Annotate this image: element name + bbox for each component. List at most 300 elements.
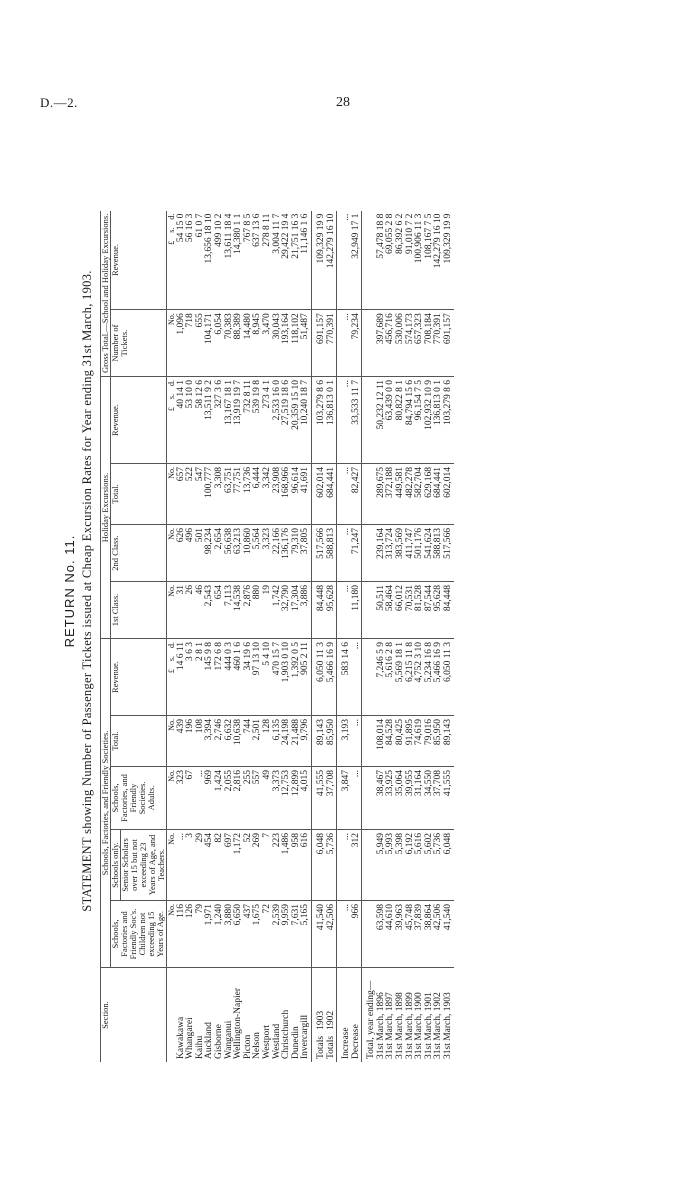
cell: 87,544 bbox=[425, 582, 435, 639]
cell: 13,511 9 2 bbox=[205, 377, 215, 464]
cell: 103,279 8 6 bbox=[444, 377, 454, 464]
cell: 629,168 bbox=[425, 464, 435, 525]
row-label: Picton bbox=[242, 1034, 253, 1059]
cell: 46 bbox=[196, 582, 206, 639]
cell: 3,342 bbox=[263, 464, 273, 525]
cell: 53 10 0 bbox=[186, 377, 196, 464]
history-row bbox=[444, 211, 454, 1062]
cell: 10,638 bbox=[234, 716, 244, 767]
cell: 32,949 17 1 bbox=[352, 211, 362, 310]
unit-no: No. bbox=[167, 830, 177, 901]
cell: 172 6 8 bbox=[215, 639, 225, 716]
row-label: Gisborne bbox=[213, 1024, 224, 1059]
cell: 142,279 16 10 bbox=[327, 211, 337, 310]
cell: 57,478 18 8 bbox=[377, 211, 387, 310]
totals-row bbox=[327, 211, 337, 1062]
unit-pounds: £ bbox=[167, 407, 176, 412]
cell: 905 2 11 bbox=[301, 639, 311, 716]
row-label: 31st March, 1898 bbox=[395, 992, 406, 1059]
cell: 3,373 bbox=[273, 767, 283, 830]
unit-pounds: £ bbox=[167, 669, 176, 674]
cell: 37,708 bbox=[327, 767, 337, 830]
cell: 958 bbox=[292, 830, 302, 901]
unit-no: No. bbox=[167, 464, 177, 525]
cell: 136,813 0 1 bbox=[434, 377, 444, 464]
col-holiday-total: Total. bbox=[111, 464, 167, 525]
cell: ... bbox=[342, 525, 352, 582]
unit-no: No. bbox=[167, 716, 177, 767]
cell: ... bbox=[342, 211, 352, 310]
cell: 9,796 bbox=[301, 716, 311, 767]
cell: 38,467 bbox=[377, 767, 387, 830]
row-label: Nelson bbox=[252, 1032, 263, 1059]
cell: 35,064 bbox=[396, 767, 406, 830]
cell: 6,650 bbox=[234, 901, 244, 968]
unit-pounds: £ bbox=[167, 240, 176, 245]
cell: 966 bbox=[352, 901, 362, 968]
cell: 5,234 16 8 bbox=[425, 639, 435, 716]
cell: 602,014 bbox=[317, 464, 327, 525]
cell: 691,157 bbox=[444, 310, 454, 377]
cell: 50,232 12 11 bbox=[377, 377, 387, 464]
cell: 32,790 bbox=[282, 582, 292, 639]
row-label: 31st March, 1899 bbox=[404, 992, 415, 1059]
cell: 79 bbox=[196, 901, 206, 968]
cell: 4,015 bbox=[301, 767, 311, 830]
cell: 100,777 bbox=[205, 464, 215, 525]
col-gross-revenue: Revenue. bbox=[111, 211, 167, 310]
cell: 6,135 bbox=[273, 716, 283, 767]
cell: 588,813 bbox=[434, 525, 444, 582]
cell: 6,048 bbox=[317, 830, 327, 901]
row-label: Invercargill bbox=[300, 1014, 311, 1059]
cell: 96,614 bbox=[292, 464, 302, 525]
cell: 21,751 16 3 bbox=[292, 211, 302, 310]
cell: 145 9 8 bbox=[205, 639, 215, 716]
totals-year: 1902 bbox=[325, 1010, 336, 1030]
cell: ... bbox=[177, 830, 187, 901]
cell: 517,566 bbox=[444, 525, 454, 582]
cell: 103,279 8 6 bbox=[317, 377, 327, 464]
cell: 70,383 bbox=[225, 310, 235, 377]
cell: 5,466 16 9 bbox=[327, 639, 337, 716]
cell: 91,010 7 2 bbox=[406, 211, 416, 310]
col-first-class: 1st Class. bbox=[111, 582, 167, 639]
cell: 34 19 6 bbox=[244, 639, 254, 716]
cell: 11,146 1 6 bbox=[301, 211, 311, 310]
table-row bbox=[301, 211, 311, 1062]
row-label: Westland bbox=[271, 1023, 282, 1059]
cell: 81,528 bbox=[415, 582, 425, 639]
group-holiday: Holiday Excursions. bbox=[101, 377, 111, 639]
row-label: Christchurch bbox=[281, 1009, 292, 1059]
unit-row bbox=[167, 211, 177, 1062]
cell: 1,240 bbox=[215, 901, 225, 968]
unit-pence: d. bbox=[167, 380, 176, 386]
cell: 70,531 bbox=[406, 582, 416, 639]
cell: 588,813 bbox=[327, 525, 337, 582]
cell: 85,950 bbox=[327, 716, 337, 767]
cell: 1,096 bbox=[177, 310, 187, 377]
cell: 6,048 bbox=[444, 830, 454, 901]
cell: 41,540 bbox=[317, 901, 327, 968]
col-holiday-revenue: Revenue. bbox=[111, 377, 167, 464]
row-label: Kawakawa bbox=[175, 1016, 186, 1059]
cell: 437 bbox=[244, 901, 254, 968]
cell: 522 bbox=[186, 464, 196, 525]
group-gross: Gross Total.—School and Holiday Excursions. bbox=[101, 211, 111, 377]
cell: 14,380 1 1 bbox=[234, 211, 244, 310]
cell: 40 14 1 bbox=[177, 377, 187, 464]
cell: 501 bbox=[196, 525, 206, 582]
cell: 6,050 11 3 bbox=[444, 639, 454, 716]
totals-label: Totals bbox=[325, 1035, 336, 1059]
cell: 33,925 bbox=[386, 767, 396, 830]
row-label: Wellington-Napier bbox=[233, 988, 244, 1059]
cell: 460 1 6 bbox=[234, 639, 244, 716]
cell: 29,422 19 4 bbox=[282, 211, 292, 310]
cell: 327 3 6 bbox=[215, 377, 225, 464]
cell: 2,539 bbox=[273, 901, 283, 968]
cell: 3,470 bbox=[263, 310, 273, 377]
cell: 84,794 15 6 bbox=[406, 377, 416, 464]
cell: 3 bbox=[186, 830, 196, 901]
cell: 14,538 bbox=[234, 582, 244, 639]
unit-no: No. bbox=[167, 767, 177, 830]
cell: 11,180 bbox=[352, 582, 362, 639]
cell: 34,550 bbox=[425, 767, 435, 830]
cell: 770,391 bbox=[434, 310, 444, 377]
cell: 470 15 7 bbox=[273, 639, 283, 716]
cell: 63,598 bbox=[377, 901, 387, 968]
cell: 657,323 bbox=[415, 310, 425, 377]
cell: 30,043 bbox=[273, 310, 283, 377]
cell: 411,747 bbox=[406, 525, 416, 582]
cell: 67 bbox=[186, 767, 196, 830]
cell: ... bbox=[342, 582, 352, 639]
cell: 969 bbox=[205, 767, 215, 830]
cell: ... bbox=[342, 377, 352, 464]
cell: 42,506 bbox=[434, 901, 444, 968]
cell: 102,932 10 9 bbox=[425, 377, 435, 464]
cell: 3,886 bbox=[301, 582, 311, 639]
row-label: 31st March, 1897 bbox=[385, 992, 396, 1059]
cell: 12,753 bbox=[282, 767, 292, 830]
cell: 1,486 bbox=[282, 830, 292, 901]
cell: 10,240 18 7 bbox=[301, 377, 311, 464]
row-label: 31st March, 1900 bbox=[414, 992, 425, 1059]
cell: 79,310 bbox=[292, 525, 302, 582]
cell: 7,113 bbox=[225, 582, 235, 639]
cell: 116 bbox=[177, 901, 187, 968]
cell: 657 bbox=[177, 464, 187, 525]
cell: 767 8 5 bbox=[244, 211, 254, 310]
table-body bbox=[167, 211, 454, 1062]
cell: 136,813 0 1 bbox=[327, 377, 337, 464]
cell: 3,308 bbox=[215, 464, 225, 525]
cell: 1,424 bbox=[215, 767, 225, 830]
cell: 79,016 bbox=[425, 716, 435, 767]
row-label: Westport bbox=[261, 1024, 272, 1059]
cell: 1,172 bbox=[234, 830, 244, 901]
cell: 37,839 bbox=[415, 901, 425, 968]
col-tickets: Number of Tickets. bbox=[111, 310, 167, 377]
table-row bbox=[244, 211, 254, 1062]
cell: 3,323 bbox=[263, 525, 273, 582]
cell: 13,656 18 10 bbox=[205, 211, 215, 310]
cell: 239,164 bbox=[377, 525, 387, 582]
cell: 5,736 bbox=[434, 830, 444, 901]
cell: 193,164 bbox=[282, 310, 292, 377]
cell: 255 bbox=[244, 767, 254, 830]
cell: ... bbox=[196, 767, 206, 830]
row-label: 31st March, 1901 bbox=[423, 992, 434, 1059]
cell: 1,675 bbox=[253, 901, 263, 968]
cell: 269 bbox=[253, 830, 263, 901]
cell: 24,198 bbox=[282, 716, 292, 767]
cell: 2,654 bbox=[215, 525, 225, 582]
unit-no: No. bbox=[167, 525, 177, 582]
cell: 454 bbox=[205, 830, 215, 901]
col-children: Schools, Factories and Friendly Soc's. Children not exceeding 15 Years of Age. bbox=[111, 901, 167, 968]
cell: 2,501 bbox=[253, 716, 263, 767]
cell: 41,555 bbox=[317, 767, 327, 830]
cell: 85,950 bbox=[434, 716, 444, 767]
cell: 691,157 bbox=[317, 310, 327, 377]
cell: 37,708 bbox=[434, 767, 444, 830]
row-label bbox=[327, 968, 337, 1063]
history-label: Total, year ending— bbox=[366, 980, 377, 1059]
cell: 312 bbox=[352, 830, 362, 901]
col-adults: Schools, Factories, and Friendly Societies. Adults. bbox=[111, 767, 167, 830]
cell: 126 bbox=[186, 901, 196, 968]
cell: 547 bbox=[196, 464, 206, 525]
cell: 58 12 6 bbox=[196, 377, 206, 464]
cell: 52 bbox=[244, 830, 254, 901]
unit-pence: d. bbox=[167, 642, 176, 648]
cell: 6,192 bbox=[406, 830, 416, 901]
cell: 63,439 0 0 bbox=[386, 377, 396, 464]
unit-shillings: s. bbox=[167, 227, 176, 233]
cell: 583 14 6 bbox=[342, 639, 352, 716]
cell: 530,006 bbox=[396, 310, 406, 377]
cell: 6,050 11 3 bbox=[317, 639, 327, 716]
cell: 6,215 11 8 bbox=[406, 639, 416, 716]
return-number: RETURN No. 11. bbox=[62, 534, 77, 648]
col-seniors: Senior Scholars over 15 but not exceeding 23 Years of Age, and Teachers. bbox=[121, 830, 167, 901]
cell: 5,736 bbox=[327, 830, 337, 901]
cell: 654 bbox=[215, 582, 225, 639]
cell: 39,955 bbox=[406, 767, 416, 830]
cell: ... bbox=[342, 901, 352, 968]
cell: 289,675 bbox=[377, 464, 387, 525]
cell: ... bbox=[342, 830, 352, 901]
cell: 602,014 bbox=[444, 464, 454, 525]
cell: 6,444 bbox=[253, 464, 263, 525]
statement-table bbox=[100, 211, 454, 1062]
cell: 168,966 bbox=[282, 464, 292, 525]
unit-shillings: s. bbox=[167, 656, 176, 662]
cell: 39,963 bbox=[396, 901, 406, 968]
table-row bbox=[205, 211, 215, 1062]
cell: 383,569 bbox=[396, 525, 406, 582]
cell: 42,506 bbox=[327, 901, 337, 968]
cell: 69,055 2 8 bbox=[386, 211, 396, 310]
cell: 79,234 bbox=[352, 310, 362, 377]
cell: 718 bbox=[186, 310, 196, 377]
cell: 33,533 11 7 bbox=[352, 377, 362, 464]
cell: 13,167 18 1 bbox=[225, 377, 235, 464]
row-label: 31st March, 1902 bbox=[433, 992, 444, 1059]
cell: 517,566 bbox=[317, 525, 327, 582]
cell: 2,533 16 0 bbox=[273, 377, 283, 464]
cell: 5,949 bbox=[377, 830, 387, 901]
cell: 7,631 bbox=[292, 901, 302, 968]
unit-no: No. bbox=[167, 582, 177, 639]
cell: 3,880 bbox=[225, 901, 235, 968]
group-schools: Schools, Factories, and Friendly Societies. bbox=[101, 639, 111, 968]
cell: 5,466 16 9 bbox=[434, 639, 444, 716]
cell: 96,154 7 5 bbox=[415, 377, 425, 464]
cell: 223 bbox=[273, 830, 283, 901]
row-label: Auckland bbox=[204, 1022, 215, 1059]
cell: 49 bbox=[263, 767, 273, 830]
cell: 66,012 bbox=[396, 582, 406, 639]
cell: 2,543 bbox=[205, 582, 215, 639]
cell: 31,164 bbox=[415, 767, 425, 830]
cell: 21,488 bbox=[292, 716, 302, 767]
cell: 74,619 bbox=[415, 716, 425, 767]
cell: 5,602 bbox=[425, 830, 435, 901]
cell: 109,329 19 9 bbox=[317, 211, 327, 310]
row-label: Decrease bbox=[350, 1024, 361, 1059]
table-row bbox=[186, 211, 196, 1062]
row-label: Increase bbox=[341, 1027, 352, 1059]
cell: 557 bbox=[253, 767, 263, 830]
cell: 5,569 18 1 bbox=[396, 639, 406, 716]
row-label: Wanganui bbox=[223, 1020, 234, 1059]
cell: 397,689 bbox=[377, 310, 387, 377]
cell: 37,805 bbox=[301, 525, 311, 582]
cell: 136,176 bbox=[282, 525, 292, 582]
cell: 2 8 1 bbox=[196, 639, 206, 716]
cell: 51,487 bbox=[301, 310, 311, 377]
cell: 41,691 bbox=[301, 464, 311, 525]
cell: 2,055 bbox=[225, 767, 235, 830]
cell: 9,959 bbox=[282, 901, 292, 968]
cell: 3,004 11 7 bbox=[273, 211, 283, 310]
cell: 61 0 7 bbox=[196, 211, 206, 310]
cell: 14 6 11 bbox=[177, 639, 187, 716]
totals-label: Totals bbox=[315, 1035, 326, 1059]
cell: 20,359 15 10 bbox=[292, 377, 302, 464]
cell: 372,188 bbox=[386, 464, 396, 525]
cell: 89,143 bbox=[444, 716, 454, 767]
cell: 13,736 bbox=[244, 464, 254, 525]
cell: 6,632 bbox=[225, 716, 235, 767]
row-label: Dunedin bbox=[290, 1026, 301, 1059]
cell: 1,903 0 10 bbox=[282, 639, 292, 716]
col-section: Section. bbox=[101, 968, 167, 1063]
cell: 95,628 bbox=[327, 582, 337, 639]
cell: 655 bbox=[196, 310, 206, 377]
cell: 38,864 bbox=[425, 901, 435, 968]
cell: 91,895 bbox=[406, 716, 416, 767]
col-total: Total. bbox=[111, 716, 167, 767]
cell: 3 6 3 bbox=[186, 639, 196, 716]
cell: 56,638 bbox=[225, 525, 235, 582]
cell: 499 10 2 bbox=[215, 211, 225, 310]
page-number: 28 bbox=[336, 95, 350, 110]
cell: 97 13 10 bbox=[253, 639, 263, 716]
cell: 539 19 8 bbox=[253, 377, 263, 464]
col-schools-only: Schools only. bbox=[111, 830, 121, 901]
cell: ... bbox=[352, 639, 362, 716]
cell: 3,847 bbox=[342, 767, 352, 830]
cell: 697 bbox=[225, 830, 235, 901]
cell: 31 bbox=[177, 582, 187, 639]
cell: 77,751 bbox=[234, 464, 244, 525]
cell: 56 16 3 bbox=[186, 211, 196, 310]
cell: 1,392 0 5 bbox=[292, 639, 302, 716]
cell: 273 4 1 bbox=[263, 377, 273, 464]
cell: 5,616 2 8 bbox=[386, 639, 396, 716]
cell: 84,528 bbox=[386, 716, 396, 767]
cell: ... bbox=[352, 716, 362, 767]
unit-shillings: s. bbox=[167, 394, 176, 400]
cell: 1,971 bbox=[205, 901, 215, 968]
cell: 14,480 bbox=[244, 310, 254, 377]
cell: ... bbox=[352, 767, 362, 830]
cell: 637 13 6 bbox=[253, 211, 263, 310]
cell: 118,102 bbox=[292, 310, 302, 377]
cell: 19 bbox=[263, 582, 273, 639]
cell: 196 bbox=[186, 716, 196, 767]
cell: 5 4 10 bbox=[263, 639, 273, 716]
cell: 72 bbox=[263, 901, 273, 968]
cell: 4,752 3 10 bbox=[415, 639, 425, 716]
cell: 50,511 bbox=[377, 582, 387, 639]
cell: 616 bbox=[301, 830, 311, 901]
cell: 86,392 6 2 bbox=[396, 211, 406, 310]
cell: 109,329 19 9 bbox=[444, 211, 454, 310]
cell: 439 bbox=[177, 716, 187, 767]
cell: 626 bbox=[177, 525, 187, 582]
cell: 6,054 bbox=[215, 310, 225, 377]
cell: 142,279 16 10 bbox=[434, 211, 444, 310]
statement-title: STATEMENT showing Number of Passenger Tickets issued at Cheap Excursion Rates for Year ending 31st March, 1903. bbox=[80, 270, 94, 912]
cell: 5,993 bbox=[386, 830, 396, 901]
row-label: Whangarei bbox=[185, 1017, 196, 1059]
cell: 128 bbox=[263, 716, 273, 767]
cell: 71,247 bbox=[352, 525, 362, 582]
cell: 41,555 bbox=[444, 767, 454, 830]
cell: 89,143 bbox=[317, 716, 327, 767]
cell: 45,748 bbox=[406, 901, 416, 968]
cell: 108,167 7 5 bbox=[425, 211, 435, 310]
cell: 7 bbox=[263, 830, 273, 901]
cell: 880 bbox=[253, 582, 263, 639]
cell: 501,176 bbox=[415, 525, 425, 582]
cell: 684,441 bbox=[327, 464, 337, 525]
cell: 44,610 bbox=[386, 901, 396, 968]
cell: 23,908 bbox=[273, 464, 283, 525]
cell: 26 bbox=[186, 582, 196, 639]
cell: 22,166 bbox=[273, 525, 283, 582]
cell: 5,165 bbox=[301, 901, 311, 968]
cell: 482,278 bbox=[406, 464, 416, 525]
cell: 1,742 bbox=[273, 582, 283, 639]
